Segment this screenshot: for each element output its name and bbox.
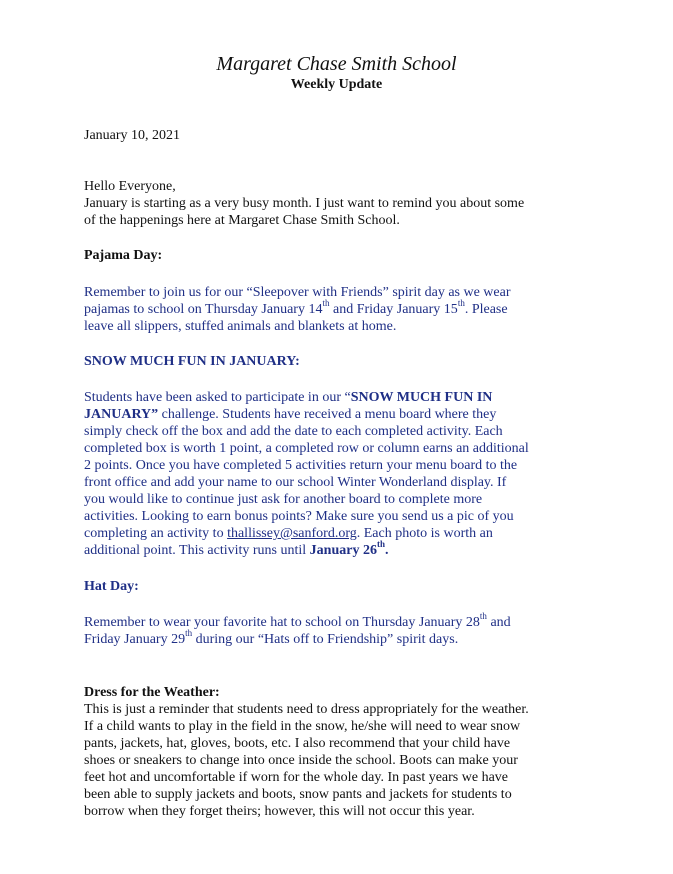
pajama-day-line: pajamas to school on Thursday January 14th and Friday January 15th. Please xyxy=(84,298,508,317)
hat-day-line: Friday January 29th during our “Hats off to Friendship” spirit days. xyxy=(84,628,459,647)
weather-line: borrow when they forget theirs; however, this will not occur this year. xyxy=(84,804,475,819)
snow-fun-line: activities. Looking to earn bonus points? Make sure you send us a pic of you xyxy=(84,509,514,524)
snow-fun-line: completing an activity to thallissey@sanford.org. Each photo is worth an xyxy=(84,526,493,541)
hat-day-heading: Hat Day: xyxy=(84,579,139,594)
snow-fun-line: JANUARY” challenge. Students have received a menu board where they xyxy=(84,407,497,422)
weather-line: shoes or sneakers to change into once inside the school. Boots can make your xyxy=(84,753,518,768)
intro-line: of the happenings here at Margaret Chase Smith School. xyxy=(84,213,400,228)
hat-day-line: Remember to wear your favorite hat to school on Thursday January 28th and xyxy=(84,611,511,630)
weekly-update-subtitle: Weekly Update xyxy=(290,77,383,92)
pajama-day-heading: Pajama Day: xyxy=(84,248,163,263)
weather-heading: Dress for the Weather: xyxy=(84,685,220,700)
pajama-day-line: Remember to join us for our “Sleepover with Friends” spirit day as we wear xyxy=(84,285,511,300)
snow-fun-line: additional point. This activity runs until January 26th. xyxy=(84,539,389,558)
intro-line: January is starting as a very busy month. I just want to remind you about some xyxy=(84,196,525,211)
weather-line: been able to supply jackets and boots, snow pants and jackets for students to xyxy=(84,787,512,802)
snow-fun-line: 2 points. Once you have completed 5 activities return your menu board to the xyxy=(84,458,518,473)
weather-line: feet hot and uncomfortable if worn for the whole day. In past years we have xyxy=(84,770,508,785)
school-name-title: Margaret Chase Smith School xyxy=(216,53,457,75)
snow-fun-line: Students have been asked to participate in our “SNOW MUCH FUN IN xyxy=(84,390,493,405)
snow-fun-line: front office and add your name to our school Winter Wonderland display. If xyxy=(84,475,507,490)
weather-line: This is just a reminder that students need to dress appropriately for the weather. xyxy=(84,702,529,717)
snow-fun-line: you would like to continue just ask for another board to complete more xyxy=(84,492,483,507)
snow-fun-heading: SNOW MUCH FUN IN JANUARY: xyxy=(84,354,300,369)
pajama-day-line: leave all slippers, stuffed animals and blankets at home. xyxy=(84,319,397,334)
snow-fun-line: completed box is worth 1 point, a completed row or column earns an additional xyxy=(84,441,529,456)
snow-fun-line: simply check off the box and add the date to each completed activity. Each xyxy=(84,424,503,439)
weather-line: pants, jackets, hat, gloves, boots, etc. I also recommend that your child have xyxy=(84,736,511,751)
newsletter-date: January 10, 2021 xyxy=(84,128,181,143)
email-link[interactable]: thallissey@sanford.org xyxy=(227,526,357,541)
weather-line: If a child wants to play in the field in the snow, he/she will need to wear snow xyxy=(84,719,521,734)
greeting: Hello Everyone, xyxy=(84,179,176,194)
